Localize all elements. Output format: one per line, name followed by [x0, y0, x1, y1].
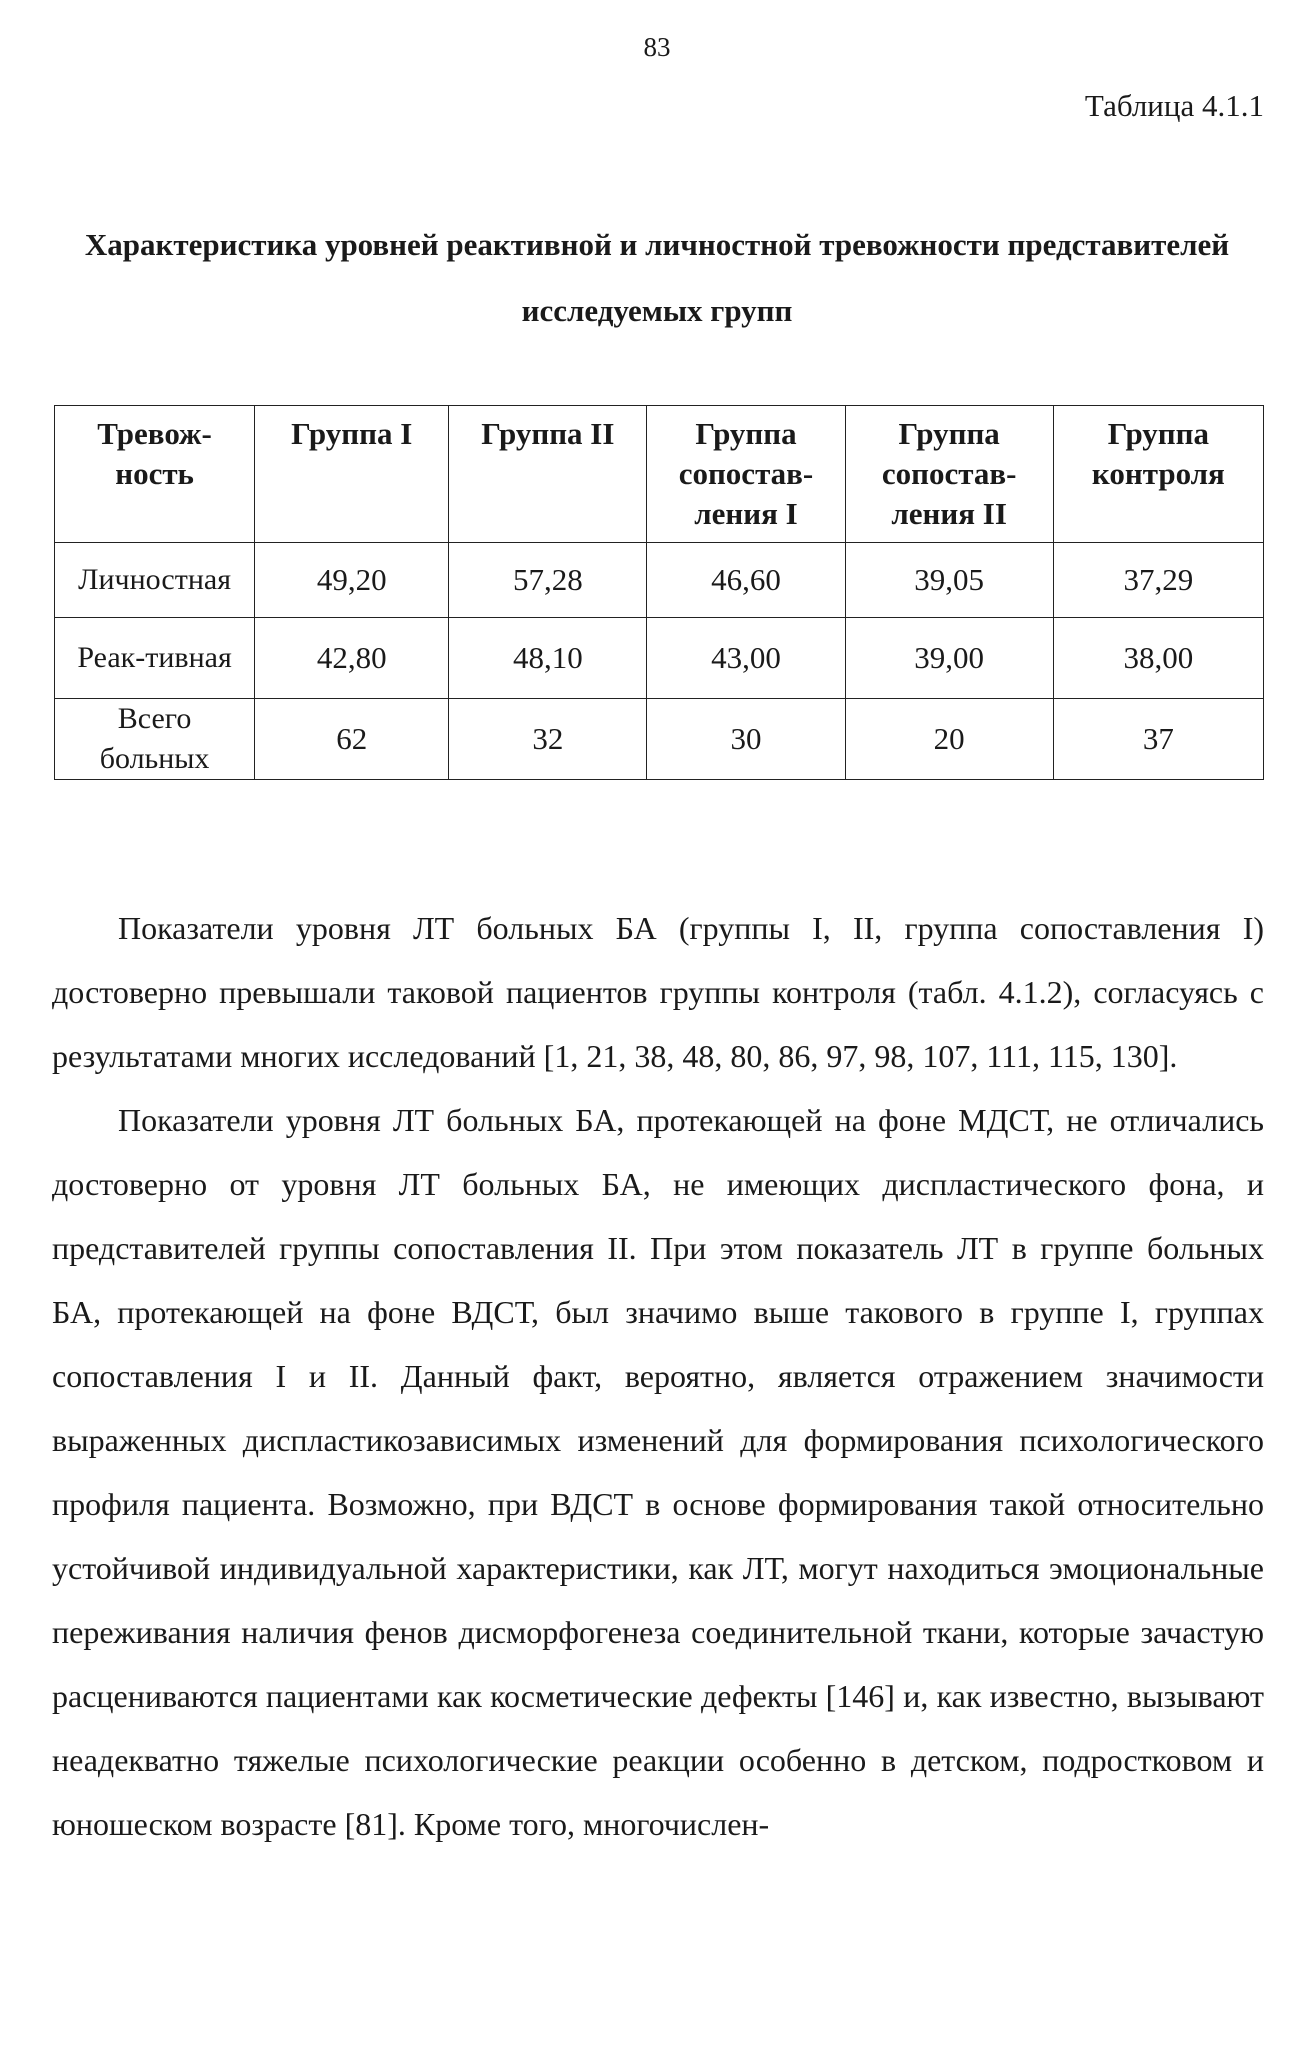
table-cell: 39,05: [845, 543, 1053, 618]
table-cell: 37: [1053, 699, 1263, 780]
table-title: Характеристика уровней реактивной и личностной тревожности представителей исследуемых групп: [84, 227, 1230, 328]
row-label: Реак-тивная: [55, 618, 255, 699]
table-cell: 48,10: [449, 618, 647, 699]
paragraph: Показатели уровня ЛТ больных БА (группы I, II, группа сопоставления I) достоверно превышали таковой пациентов группы контроля (табл. 4.1.2), согласуясь с результатами многих исследований [1, 21, 38, 48, 80, 86, 97, 98, 107, 111, 115, 130].: [52, 910, 1264, 1074]
header-comparison-group-2: Группа сопостав-ления II: [845, 406, 1053, 543]
table-cell: 57,28: [449, 543, 647, 618]
table-cell: 42,80: [255, 618, 449, 699]
data-table: [54, 405, 1264, 780]
table-row: [55, 618, 1264, 699]
table-row: [55, 543, 1264, 618]
header-group-1: Группа I: [255, 406, 449, 543]
row-label: Всего больных: [55, 699, 255, 780]
table-cell: 38,00: [1053, 618, 1263, 699]
header-control-group: Группа контроля: [1053, 406, 1263, 543]
header-comparison-group-1: Группа сопостав-ления I: [647, 406, 845, 543]
table-label: Таблица 4.1.1: [1084, 88, 1264, 123]
table-cell: 39,00: [845, 618, 1053, 699]
header-anxiety: Тревож-ность: [55, 406, 255, 543]
table-cell: 30: [647, 699, 845, 780]
table-cell: 62: [255, 699, 449, 780]
table-cell: 32: [449, 699, 647, 780]
body-text: [52, 896, 1264, 1856]
row-label: Личностная: [55, 543, 255, 618]
table-cell: 37,29: [1053, 543, 1263, 618]
paragraph: Показатели уровня ЛТ больных БА, протекающей на фоне МДСТ, не отличались достоверно от уровня ЛТ больных БА, не имеющих диспластического фона, и представителей группы сопоставления II. При этом показатель ЛТ в группе больных БА, протекающей на фоне ВДСТ, был значимо выше такового в группе I, группах сопоставления I и II. Данный факт, вероятно, является отражением значимости выраженных диспластикозависимых изменений для формирования психологического профиля пациента. Возможно, при ВДСТ в основе формирования такой относительно устойчивой индивидуальной характеристики, как ЛТ, могут находиться эмоциональные переживания наличия фенов дисморфогенеза соединительной ткани, которые зачастую расцениваются пациентами как косметические дефекты [146] и, как известно, вызывают неадекватно тяжелые психологические реакции особенно в детском, подростковом и юношеском возрасте [81]. Кроме того, многочислен-: [52, 1102, 1264, 1842]
table-cell: 49,20: [255, 543, 449, 618]
table-cell: 43,00: [647, 618, 845, 699]
header-group-2: Группа II: [449, 406, 647, 543]
table-cell: 20: [845, 699, 1053, 780]
page-number: 83: [643, 32, 671, 62]
table-cell: 46,60: [647, 543, 845, 618]
table-row: [55, 699, 1264, 780]
table-header-row: [55, 406, 1264, 543]
